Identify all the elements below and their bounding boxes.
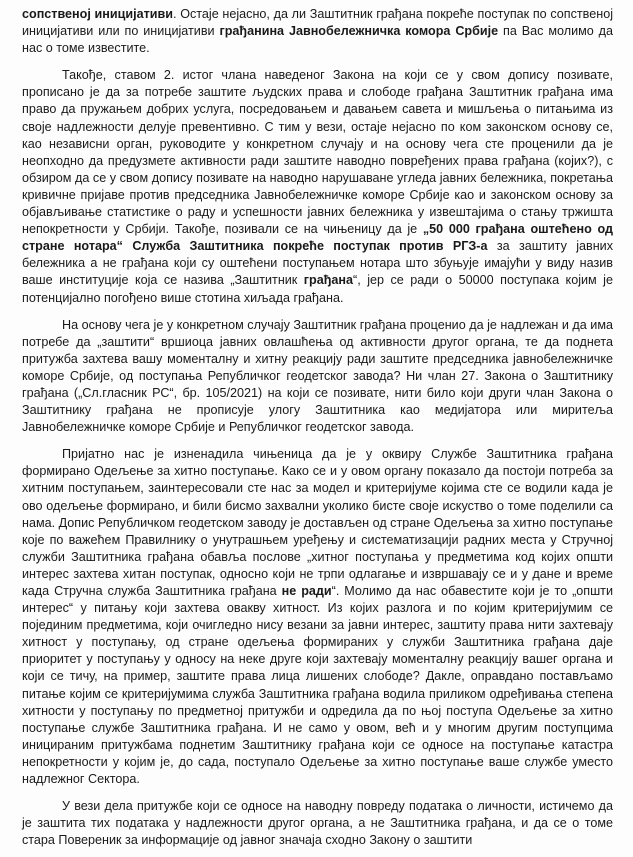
- bold-text-run: грађана: [303, 273, 354, 288]
- text-run: На основу чега је у конкретном случају Заштитник грађана проценио да је надлежан и да има потребе да „заштити“ вршиоца јавних овлашћења од активности другог органа, те да поднета притужба захтева вашу моменталну и хитну реакцију ради заштите председника јавнобележничке коморе Србије, од поступања Републичког геодетског завода? Ни члан 27. Закона о Заштитнику грађана („Сл.гласник РС“, бр. 105/2021) на који се позивате, нити било који други члан Закона о Заштитнику грађана не прописује улогу Заштитника као медијатора или миритеља Јавнобележничке коморе Србије и Републичког геодетског завода.: [22, 317, 613, 435]
- text-run: Такође, ставом 2. истог члана наведеног Закона на који се у свом допису позивате, прописано је да за потребе заштите људских права и слободе грађана Заштитник грађана има право да пружањем добрих услуга, посредовањем и давањем савета и мишљења о питањима из своје надлежности делује превентивно. С тим у вези, остаје нејасно по ком законском основу се, као независни орган, руководите у конкретном случају и на основу чега сте проценили да је неопходно да предузмете активности ради заштите наводно повређених права грађана (којих?), с обзиром да се у свом допису позивате на наводно нарушаване угледа јавних бележника, покретања кривичне пријаве против председника Јавнобележничке коморе Србије као и законском основу за објављивање статистике о раду и успешности јавних бележника у извештајима о стању тржишта непокретности у Србији. Такође, позивали се на чињеницу да је: [22, 68, 613, 237]
- bold-text-run: не ради: [281, 584, 332, 598]
- text-run: . Остаје нејасно, да ли Заштитник грађана покреће поступак по сопственој иницијативи или по иницијативи: [22, 7, 613, 39]
- paragraph-2: [22, 67, 613, 306]
- text-run: па Вас молимо да нас о томе известите.: [22, 24, 614, 56]
- text-run: Пријатно нас је изненадила чињеница да је у оквиру Службе Заштитника грађана формирано Одељење за хитно поступање. Како се и у овом органу показало да постоји потреба за хитним поступањем, заинтересовали сте нас за модел и критеријуме којима сте се водили када је ово одељење формирано, и били бисмо захвални уколико бисте своје искуство о томе поделили са нама. Допис Републичком геодетском заводу је достављен од стране Одељења за хитно поступање које по важећем Правилнику о унутрашњем уређењу и систематизацији радних места у Стручној служби Заштитника грађана обавља послове „хитног поступања у предметима код којих општи интерес захтева хитан поступак, односно који не трпи одлагање и извршавају се и у дане и време када Стручна служба Заштитника грађана: [22, 447, 613, 598]
- paragraph-5: [22, 798, 613, 849]
- text-run: “. Молимо да нас обавестите који је то „општи интерес“ у питању који захтева овакву хитност. Из којих разлога и по којим критеријумим се појединим предметима, који очигледно нису везани за јавни интерес, заштиту права нити захтевају хитност у поступању, од стране одељења формираних у служби Заштитника грађана даје приоритет у поступању у односу на неке друге који захтевају моменталну реакцију вашег органа и који се тичу, на пример, заштите права лица лишених слободе? Дакле, оправдано постављамо питање којим се критеријумима служба Заштитника грађана водила приликом одређивања степена хитности у поступању по предметној притужби и одредила да по њој поступа Одељење за хитно поступање службе Заштитника грађана. И не само у овом, већ и у многим другим поступцима иницираним притужбама поднетим Заштитнику грађана који се односе на поступање катастра непокретности у којим је, до сада, поступало Одељење за хитно поступање ваше службе уместо надлежног Сектора.: [22, 584, 613, 787]
- paragraph-4: [22, 446, 613, 788]
- text-run: “, јер се ради о 50000 поступака којим је потенцијално погођено више стотина хиљада грађана.: [22, 273, 613, 305]
- bold-text-run: „50 000 грађана оштећено од стране нотара“ Служба Заштитника покреће поступак против РГЗ-а: [22, 222, 613, 254]
- paragraph-1: [22, 6, 613, 57]
- bold-text-run: грађанина Јавнобележничка комора Србије: [219, 24, 499, 39]
- text-run: У вези дела притужбе који се односе на наводну повреду података о личности, истичемо да је заштита тих података у надлежности другог органа, а не Заштитника грађана, и да се о томе стара Повереник за информације од јавног значаја сходно Закону о заштити: [22, 799, 613, 848]
- paragraph-3: [22, 317, 613, 437]
- bold-text-run: сопственој иницијативи: [22, 7, 174, 21]
- text-run: за заштиту јавних бележника а не грађана који су оштећени поступањем нотара што збуњује имајући у виду назив ваше институције која се назива „Заштитник: [22, 239, 613, 288]
